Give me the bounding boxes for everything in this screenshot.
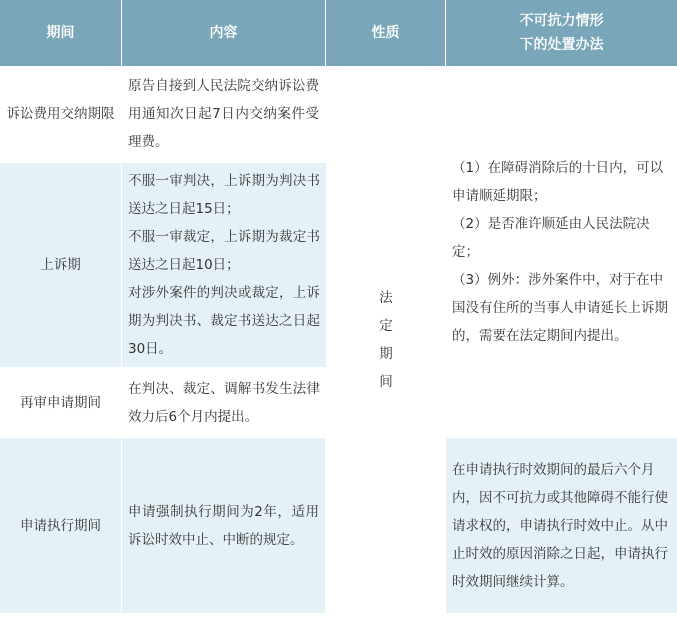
row-name-litigation-fee: 诉讼费用交纳期限	[0, 66, 122, 163]
content-line: 在判决、裁定、调解书发生法律效力后6个月内提出。	[128, 380, 320, 425]
nature-label: 法定期间	[379, 289, 393, 390]
remedy-item-2: （2）是否准许顺延由人民法院决定；	[452, 215, 650, 260]
content-line: 原告自接到人民法院交纳诉讼费用通知次日起7日内交纳案件受理费。	[128, 78, 319, 150]
remedy-item-3: （3）例外：涉外案件中，对于在中国没有住所的当事人申请延长上诉期的，需要在法定期间内提出。	[452, 271, 668, 344]
nature-cell	[326, 66, 446, 614]
table-row	[0, 66, 677, 163]
content-line: 申请强制执行期间为2年，适用诉讼时效中止、中断的规定。	[128, 503, 319, 548]
row-content-litigation-fee	[122, 66, 326, 163]
header-content: 内容	[122, 0, 326, 66]
content-line: 对涉外案件的判决或裁定，上诉期为判决书、裁定书送达之日起30日。	[128, 285, 320, 357]
row-name-execution: 申请执行期间	[0, 438, 122, 614]
header-remedy-line2: 下的处置办法	[519, 37, 604, 53]
row-content-execution	[122, 438, 326, 614]
content-line: 不服一审裁定，上诉期为裁定书送达之日起10日；	[128, 229, 320, 273]
remedy-item-1: （1）在障碍消除后的十日内，可以申请顺延期限；	[452, 159, 664, 204]
row-content-retrial	[122, 368, 326, 438]
header-nature: 性质	[326, 0, 446, 66]
header-remedy-line1: 不可抗力情形	[519, 13, 604, 29]
content-line: 不服一审判决，上诉期为判决书送达之日起15日；	[128, 173, 320, 217]
header-period: 期间	[0, 0, 122, 66]
remedy-execution-text: 在申请执行时效期间的最后六个月内，因不可抗力或其他障碍不能行使请求权的，申请执行时效中止。从中止时效的原因消除之日起，申请执行时效期间继续计算。	[452, 461, 668, 590]
remedy-cell-execution	[446, 438, 677, 614]
remedy-cell-general	[446, 66, 677, 438]
row-content-appeal	[122, 163, 326, 368]
row-name-appeal: 上诉期	[0, 163, 122, 368]
table-header-row	[0, 0, 677, 66]
row-name-retrial: 再审申请期间	[0, 368, 122, 438]
header-remedy	[446, 0, 677, 66]
